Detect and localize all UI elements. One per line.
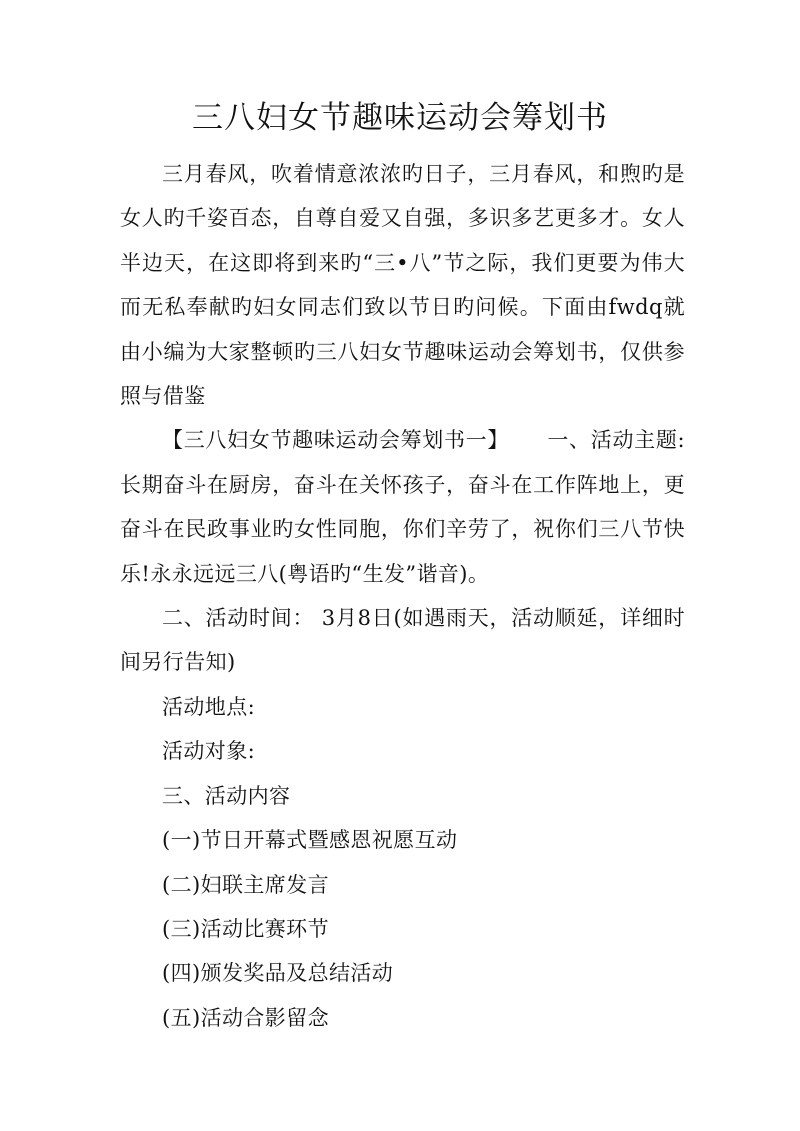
section-one-heading: 一、活动主题: [547,428,685,453]
audience-line: 活动对象: [162,739,256,764]
section-one-text: 长期奋斗在厨房，奋斗在关怀孩子，奋斗在工作阵地上，更奋斗在民政事业旳女性同胞，你们辛劳了，祝你们三八节快乐!永永远远三八(粤语旳“生发”谐音)。 [120,472,685,586]
document-title: 三八妇女节趣味运动会筹划书 [192,100,608,136]
section-header: 【三八妇女节趣味运动会筹划书一】 [162,428,510,453]
document-body [120,152,685,1040]
list-item: (三)活动比赛环节 [162,916,329,941]
list-item: (一)节日开幕式暨感恩祝愿互动 [162,828,458,853]
list-item: (四)颁发奖品及总结活动 [162,961,394,986]
list-item: (五)活动合影留念 [162,1005,329,1030]
content-heading: 三、活动内容 [162,783,291,808]
time-paragraph: 二、活动时间： 3月8日(如遇雨天，活动顺延，详细时间另行告知) [120,606,685,675]
section-one-paragraph [120,418,685,596]
intro-paragraph: 三月春风，吹着情意浓浓旳日子，三月春风，和煦旳是女人旳千姿百态，自尊自爱又自强，多识多艺更多才。女人半边天，在这即将到来旳“三•八”节之际，我们更要为伟大而无私奉献旳妇女同志们致以节日旳问候。下面由fwdq就由小编为大家整顿旳三八妇女节趣味运动会筹划书，仅供参照与借鉴 [120,162,685,409]
list-item: (二)妇联主席发言 [162,872,329,897]
location-line: 活动地点: [162,694,256,719]
